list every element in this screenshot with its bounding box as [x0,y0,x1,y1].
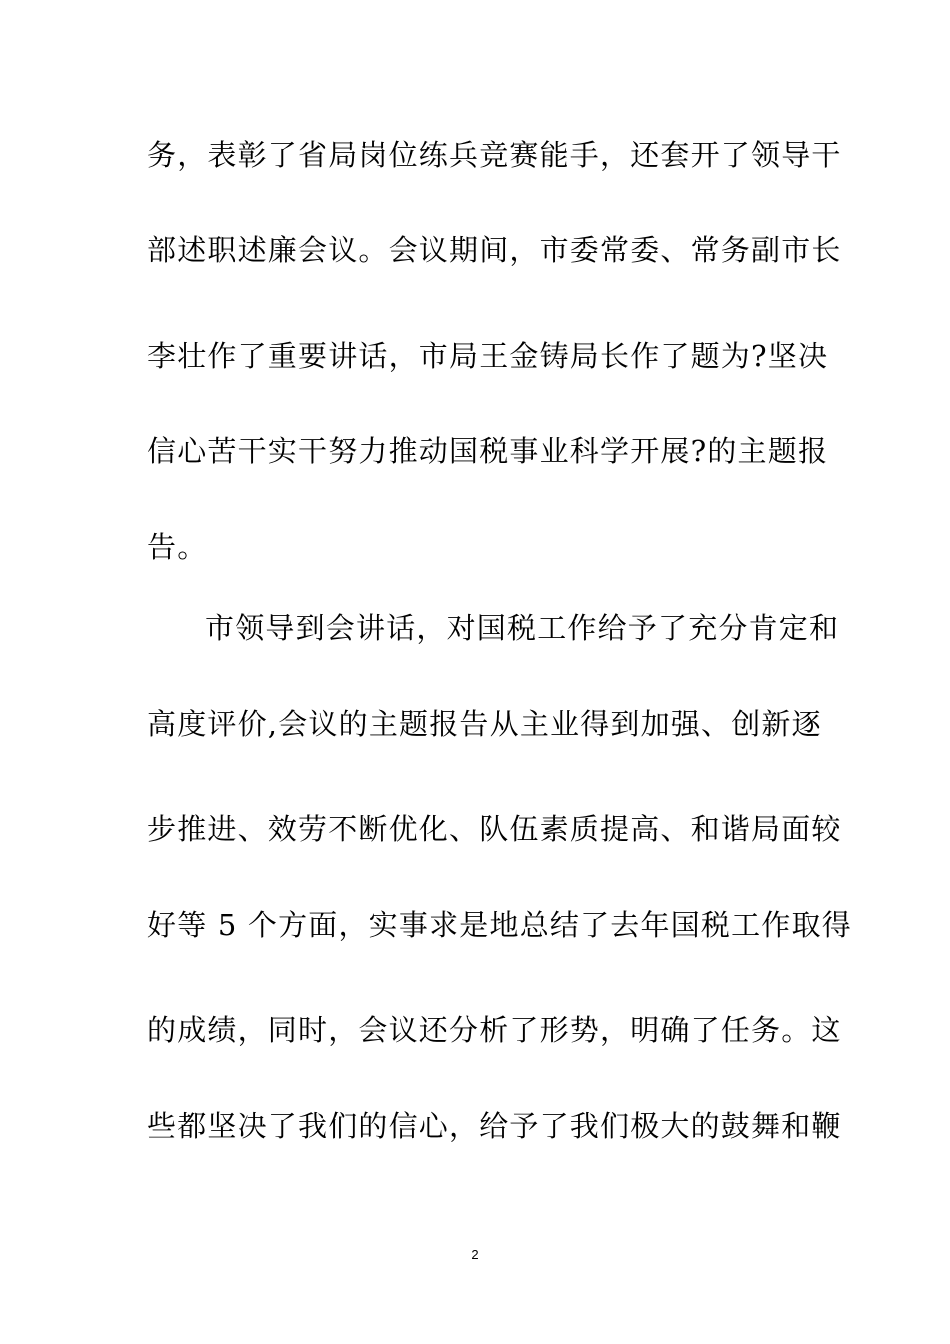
text-line-1: 务，表彰了省局岗位练兵竞赛能手，还套开了领导干 [147,138,842,172]
text-line-6-paragraph-start: 市领导到会讲话，对国税工作给予了充分肯定和 [205,611,840,645]
text-line-9: 好等 5 个方面，实事求是地总结了去年国税工作取得 [147,908,852,942]
page-number: 2 [471,1247,479,1262]
text-line-5: 告。 [147,530,208,564]
text-line-10: 的成绩，同时，会议还分析了形势，明确了任务。这 [147,1013,842,1047]
text-line-3: 李壮作了重要讲话，市局王金铸局长作了题为?坚决 [147,339,829,373]
text-line-4: 信心苦干实干努力推动国税事业科学开展?的主题报 [147,434,829,468]
text-line-7: 高度评价,会议的主题报告从主业得到加强、创新逐 [147,707,822,741]
text-line-11: 些都坚决了我们的信心，给予了我们极大的鼓舞和鞭 [147,1109,842,1143]
text-line-8: 步推进、效劳不断优化、队伍素质提高、和谐局面较 [147,812,842,846]
text-line-2: 部述职述廉会议。会议期间，市委常委、常务副市长 [147,233,842,267]
